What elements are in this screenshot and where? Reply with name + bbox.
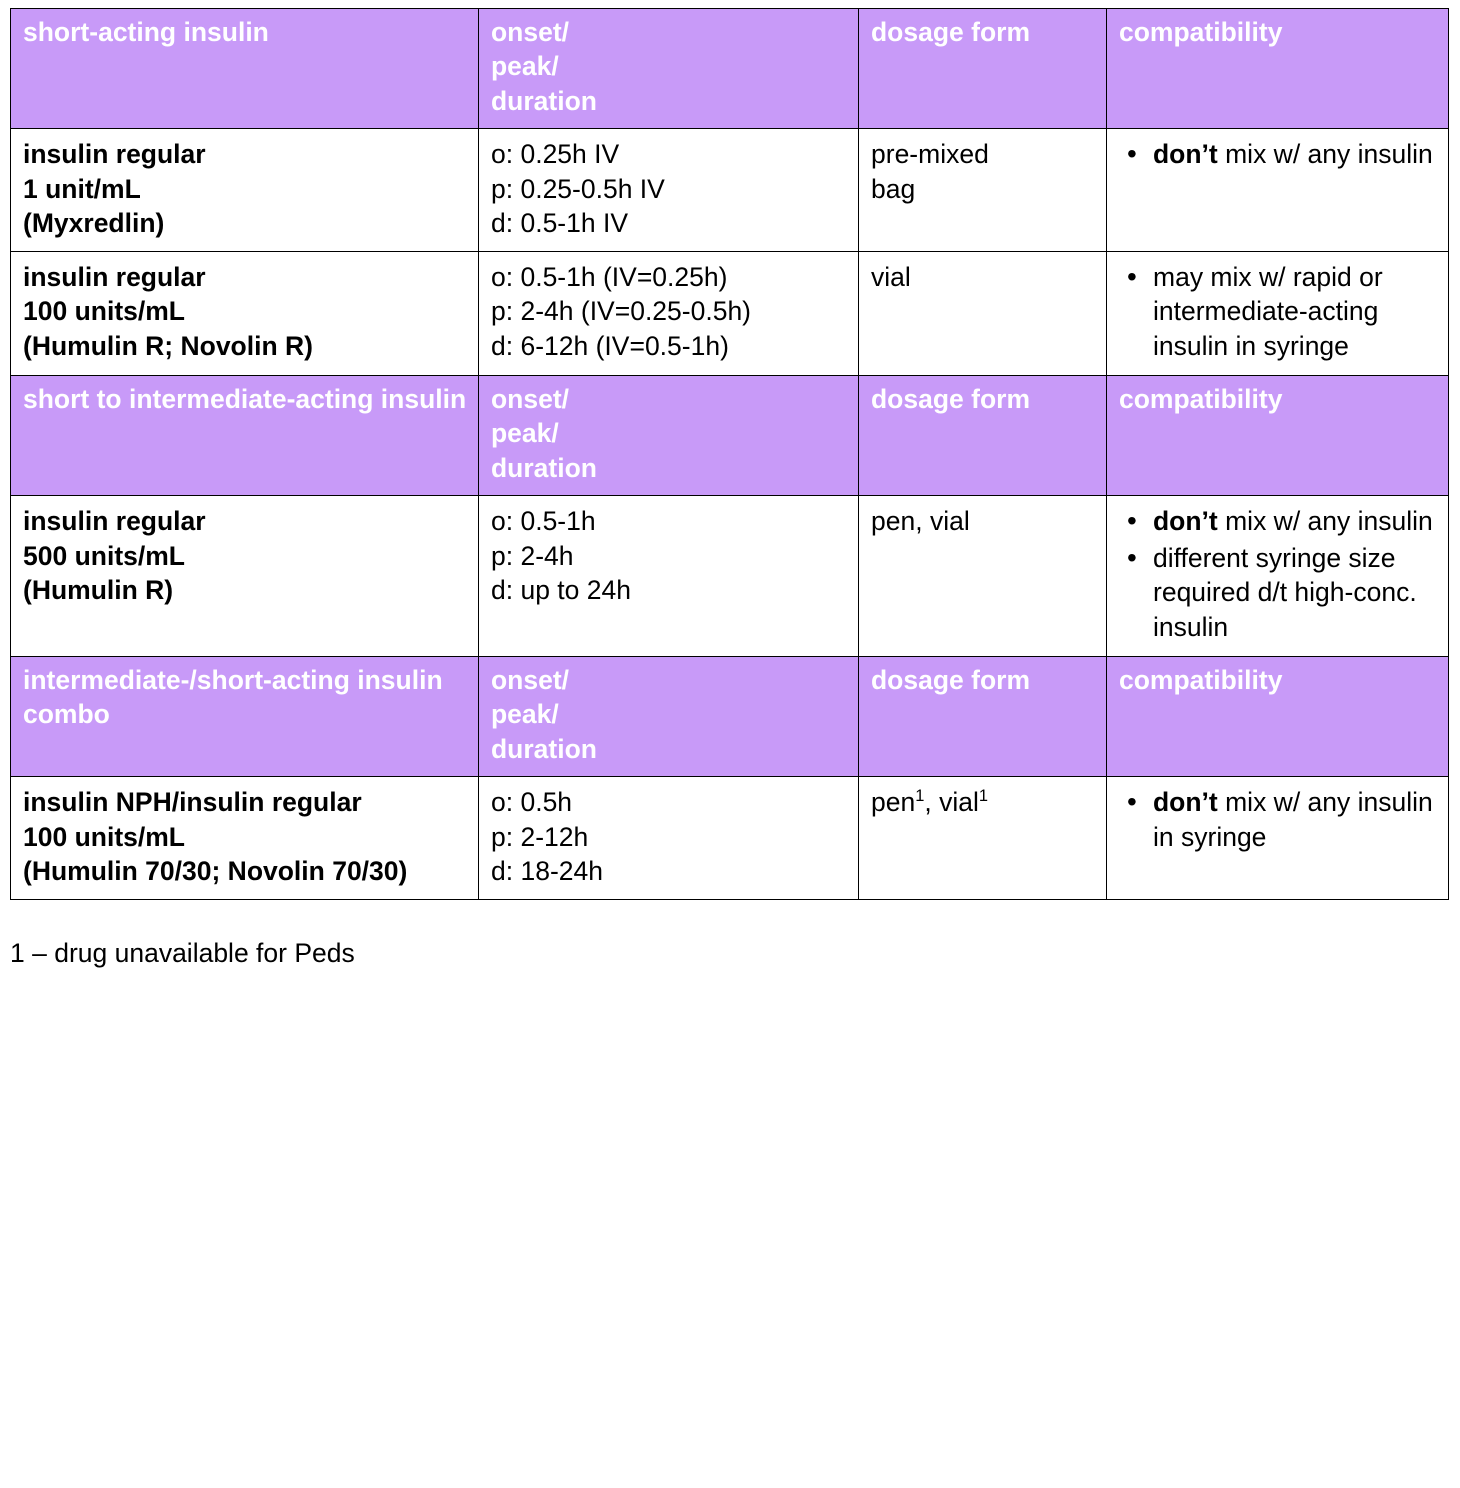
header-duration: duration <box>491 452 597 483</box>
compatibility-cell <box>1107 129 1449 251</box>
duration-value: d: 0.5-1h IV <box>491 208 629 239</box>
dosage-form-line: pen, vial <box>871 506 970 537</box>
dosage-form-line: pen$^1$, vial$^1$ <box>871 787 988 818</box>
header-duration: duration <box>491 733 597 764</box>
emphasis-text: don’t <box>1153 787 1218 818</box>
footnote: 1 – drug unavailable for Peds <box>10 937 355 968</box>
dosage-form-line: pre-mixed <box>871 139 989 170</box>
drug-name: insulin NPH/insulin regular <box>23 787 362 818</box>
drug-concentration: 100 units/mL <box>23 296 185 327</box>
peak-value: p: 2-4h <box>491 540 574 571</box>
header-category: short-acting insulin <box>11 9 479 129</box>
emphasis-text: don’t <box>1153 506 1218 537</box>
header-compatibility: compatibility <box>1107 375 1449 495</box>
dosage-form-cell <box>859 129 1107 251</box>
list-item-text: mix w/ any insulin <box>1217 139 1433 170</box>
list-item-text: may mix w/ rapid or intermediate-acting insulin in syringe <box>1153 261 1383 361</box>
duration-value: d: 6-12h (IV=0.5-1h) <box>491 330 729 361</box>
header-dosage-form: dosage form <box>859 657 1107 777</box>
drug-brand: (Humulin 70/30; Novolin 70/30) <box>23 856 408 887</box>
list-item <box>1153 137 1438 171</box>
list-item-text: mix w/ any insulin <box>1217 506 1433 537</box>
drug-concentration: 100 units/mL <box>23 821 185 852</box>
insulin-reference-table <box>10 8 1449 900</box>
header-peak: peak/ <box>491 51 559 82</box>
compatibility-list <box>1119 785 1438 854</box>
table-row <box>11 251 1449 375</box>
header-category: intermediate-/short-acting insulin combo <box>11 657 479 777</box>
compatibility-list <box>1119 137 1438 171</box>
drug-name-cell <box>11 777 479 899</box>
drug-concentration: 1 unit/mL <box>23 173 141 204</box>
dosage-form-line: bag <box>871 173 916 204</box>
onset-peak-duration-cell <box>479 777 859 899</box>
list-item <box>1153 785 1438 854</box>
onset-value: o: 0.5-1h (IV=0.25h) <box>491 261 728 292</box>
compatibility-cell <box>1107 777 1449 899</box>
onset-value: o: 0.5h <box>491 787 573 818</box>
list-item-text: mix w/ any insulin in syringe <box>1153 787 1433 852</box>
dosage-form-line: vial <box>871 261 911 292</box>
section-header-row <box>11 375 1449 495</box>
dosage-form-cell <box>859 251 1107 375</box>
header-onset-peak-duration <box>479 9 859 129</box>
compatibility-list <box>1119 260 1438 363</box>
drug-brand: (Myxredlin) <box>23 208 165 239</box>
table-row <box>11 129 1449 251</box>
onset-value: o: 0.25h IV <box>491 139 620 170</box>
emphasis-text: don’t <box>1153 139 1218 170</box>
drug-name-cell <box>11 496 479 657</box>
header-onset-peak-duration <box>479 657 859 777</box>
header-compatibility: compatibility <box>1107 9 1449 129</box>
compatibility-cell <box>1107 496 1449 657</box>
onset-value: o: 0.5-1h <box>491 506 596 537</box>
section-header-row <box>11 657 1449 777</box>
list-item-text: different syringe size required d/t high-conc. insulin <box>1153 542 1417 642</box>
section-header-row <box>11 9 1449 129</box>
dosage-form-cell <box>859 777 1107 899</box>
onset-peak-duration-cell <box>479 496 859 657</box>
table-row <box>11 777 1449 899</box>
header-onset: onset/ <box>491 665 570 695</box>
drug-name-cell <box>11 251 479 375</box>
header-peak: peak/ <box>491 418 559 449</box>
compatibility-cell <box>1107 251 1449 375</box>
drug-concentration: 500 units/mL <box>23 540 185 571</box>
duration-value: d: up to 24h <box>491 575 631 606</box>
drug-brand: (Humulin R) <box>23 575 174 606</box>
compatibility-list <box>1119 504 1438 644</box>
onset-peak-duration-cell <box>479 251 859 375</box>
list-item <box>1153 504 1438 538</box>
drug-name: insulin regular <box>23 261 206 292</box>
header-compatibility: compatibility <box>1107 657 1449 777</box>
header-dosage-form: dosage form <box>859 9 1107 129</box>
header-peak: peak/ <box>491 699 559 730</box>
header-duration: duration <box>491 85 597 116</box>
list-item <box>1153 541 1438 644</box>
peak-value: p: 2-4h (IV=0.25-0.5h) <box>491 296 752 327</box>
header-dosage-form: dosage form <box>859 375 1107 495</box>
header-category: short to intermediate-acting insulin <box>11 375 479 495</box>
duration-value: d: 18-24h <box>491 856 603 887</box>
list-item <box>1153 260 1438 363</box>
drug-name: insulin regular <box>23 139 206 170</box>
header-onset-peak-duration <box>479 375 859 495</box>
dosage-form-cell <box>859 496 1107 657</box>
drug-brand: (Humulin R; Novolin R) <box>23 330 313 361</box>
drug-name-cell <box>11 129 479 251</box>
peak-value: p: 2-12h <box>491 821 589 852</box>
onset-peak-duration-cell <box>479 129 859 251</box>
drug-name: insulin regular <box>23 506 206 537</box>
header-onset: onset/ <box>491 17 570 47</box>
header-onset: onset/ <box>491 383 570 414</box>
peak-value: p: 0.25-0.5h IV <box>491 173 665 204</box>
table-row <box>11 496 1449 657</box>
